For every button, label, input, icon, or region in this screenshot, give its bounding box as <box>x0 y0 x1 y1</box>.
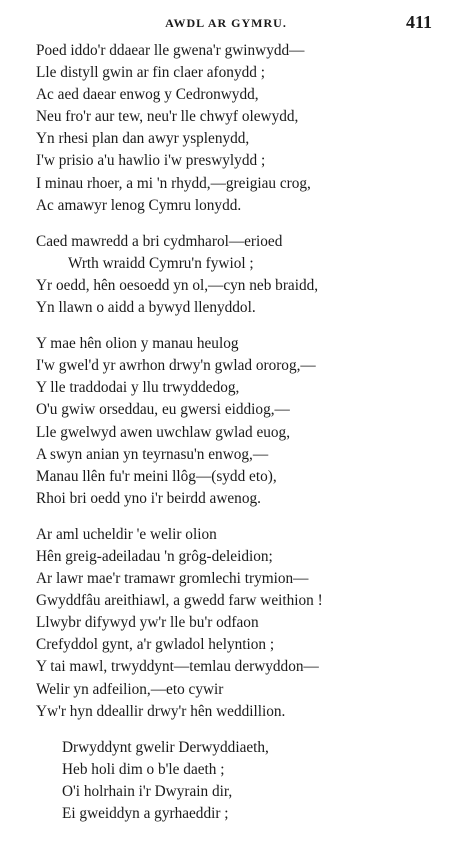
verse-line: Crefyddol gynt, a'r gwladol helyntion ; <box>36 636 275 654</box>
verse-line: Ac amawyr lenog Cymru lonydd. <box>36 196 242 214</box>
page-number: 411 <box>405 12 432 32</box>
verse-line: Yn llawn o aidd a bywyd llenyddol. <box>36 299 256 317</box>
verse-line: Drwyddynt gwelir Derwyddiaeth, <box>62 738 269 756</box>
verse-line: Poed iddo'r ddaear lle gwena'r gwinwydd— <box>36 42 305 59</box>
running-title: AWDL AR GYMRU. <box>165 16 287 30</box>
verse-line: I'w gwel'd yr awrhon drwy'n gwlad ororog,— <box>36 357 316 375</box>
verse-line: Y mae hên olion y manau heulog <box>36 335 239 353</box>
verse-line: Lle gwelwyd awen uwchlaw gwlad euog, <box>36 423 291 441</box>
verse-line: Yn rhesi plan dan awyr ysplenydd, <box>36 130 250 148</box>
verse-line: Ei gweiddyn a gyrhaeddir ; <box>62 805 229 822</box>
verse-line: A swyn anian yn teyrnasu'n enwog,— <box>36 445 269 463</box>
verse-line: Yw'r hyn ddeallir drwy'r hên weddillion. <box>36 702 286 720</box>
verse-line: Hên greig-adeiladau 'n grôg-deleidion; <box>36 547 273 565</box>
verse-line: Ac aed daear enwog y Cedronwydd, <box>36 86 259 104</box>
poem-body <box>36 40 436 839</box>
verse-line: Y lle traddodai y llu trwyddedog, <box>36 379 240 397</box>
stanza-2 <box>36 231 436 319</box>
verse-line: Ar lawr mae'r tramawr gromlechi trymion— <box>36 570 309 588</box>
running-head <box>0 14 452 34</box>
verse-line: Neu fro'r aur tew, neu'r lle chwyf olewydd, <box>36 108 299 126</box>
verse-line: O'u gwiw orseddau, eu gwersi eiddiog,— <box>36 401 290 419</box>
verse-line: Rhoi bri oedd yno i'r beirdd awenog. <box>36 489 261 507</box>
verse-line: I minau rhoer, a mi 'n rhydd,—greigiau crog, <box>36 174 311 192</box>
verse-line: Heb holi dim o b'le daeth ; <box>62 760 225 778</box>
stanza-3 <box>36 333 436 510</box>
verse-line: Yr oedd, hên oesoedd yn ol,—cyn neb braidd, <box>36 276 319 294</box>
verse-line: Manau llên fu'r meini llôg—(sydd eto), <box>36 467 277 485</box>
verse-line: I'w prisio a'u hawlio i'w preswylydd ; <box>36 152 266 170</box>
verse-line: O'i holrhain i'r Dwyrain dir, <box>62 782 233 800</box>
verse-line: Caed mawredd a bri cydmharol—erioed <box>36 232 283 250</box>
verse-line: Welir yn adfeilion,—eto cywir <box>36 680 224 698</box>
verse-line: Llwybr difywyd yw'r lle bu'r odfaon <box>36 614 259 632</box>
stanza-4 <box>36 524 436 723</box>
verse-line-indented: Wrth wraidd Cymru'n fywiol ; <box>68 254 254 272</box>
verse-line: Gwyddfâu areithiawl, a gwedd farw weithion ! <box>36 592 323 610</box>
verse-line: Ar aml ucheldir 'e welir olion <box>36 525 217 543</box>
stanza-1 <box>36 40 436 217</box>
verse-line: Lle distyll gwin ar fin claer afonydd ; <box>36 64 265 82</box>
verse-line: Y tai mawl, trwyddynt—temlau derwyddon— <box>36 658 319 676</box>
stanza-5 <box>36 737 436 825</box>
